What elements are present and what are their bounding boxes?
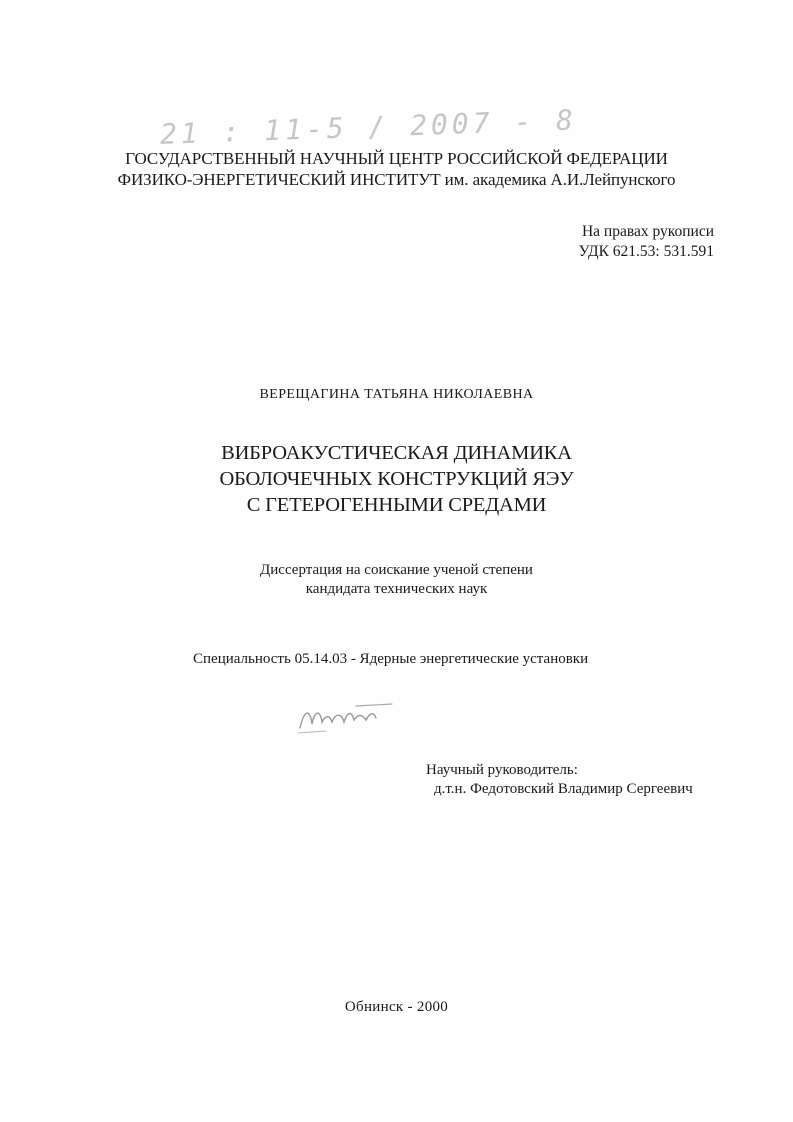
organization-line-1: ГОСУДАРСТВЕННЫЙ НАУЧНЫЙ ЦЕНТР РОССИЙСКОЙ ФЕДЕРАЦИИ [125,149,668,168]
advisor-name: д.т.н. Федотовский Владимир Сергеевич [434,781,693,797]
city-year: Обнинск - 2000 [344,999,449,1015]
degree-line-2: кандидата технических наук [305,581,488,597]
title-line-2: ОБОЛОЧЕЧНЫХ КОНСТРУКЦИЙ ЯЭУ [219,468,574,490]
handwritten-signature [296,700,396,736]
rights-block [579,222,714,262]
organization-line-2: ФИЗИКО-ЭНЕРГЕТИЧЕСКИЙ ИНСТИТУТ им. академика А.И.Лейпунского [117,170,676,189]
title-line-3: С ГЕТЕРОГЕННЫМИ СРЕДАМИ [246,494,547,516]
degree-line-1: Диссертация на соискание ученой степени [260,562,533,578]
dissertation-title [0,440,793,518]
title-line-1: ВИБРОАКУСТИЧЕСКАЯ ДИНАМИКА [221,442,572,464]
advisor-label: Научный руководитель: [426,762,578,778]
degree-statement [0,561,793,599]
scientific-advisor [426,761,693,799]
manuscript-note: На правах рукописи [581,223,714,240]
specialty-line: Специальность 05.14.03 - Ядерные энергетические установки [193,651,589,667]
udc-code: УДК 621.53: 531.591 [578,243,714,260]
archive-stamp: 21 : 11-5 / 2007 - 8 [159,103,578,151]
author-name: ВЕРЕЩАГИНА ТАТЬЯНА НИКОЛАЕВНА [259,387,534,402]
